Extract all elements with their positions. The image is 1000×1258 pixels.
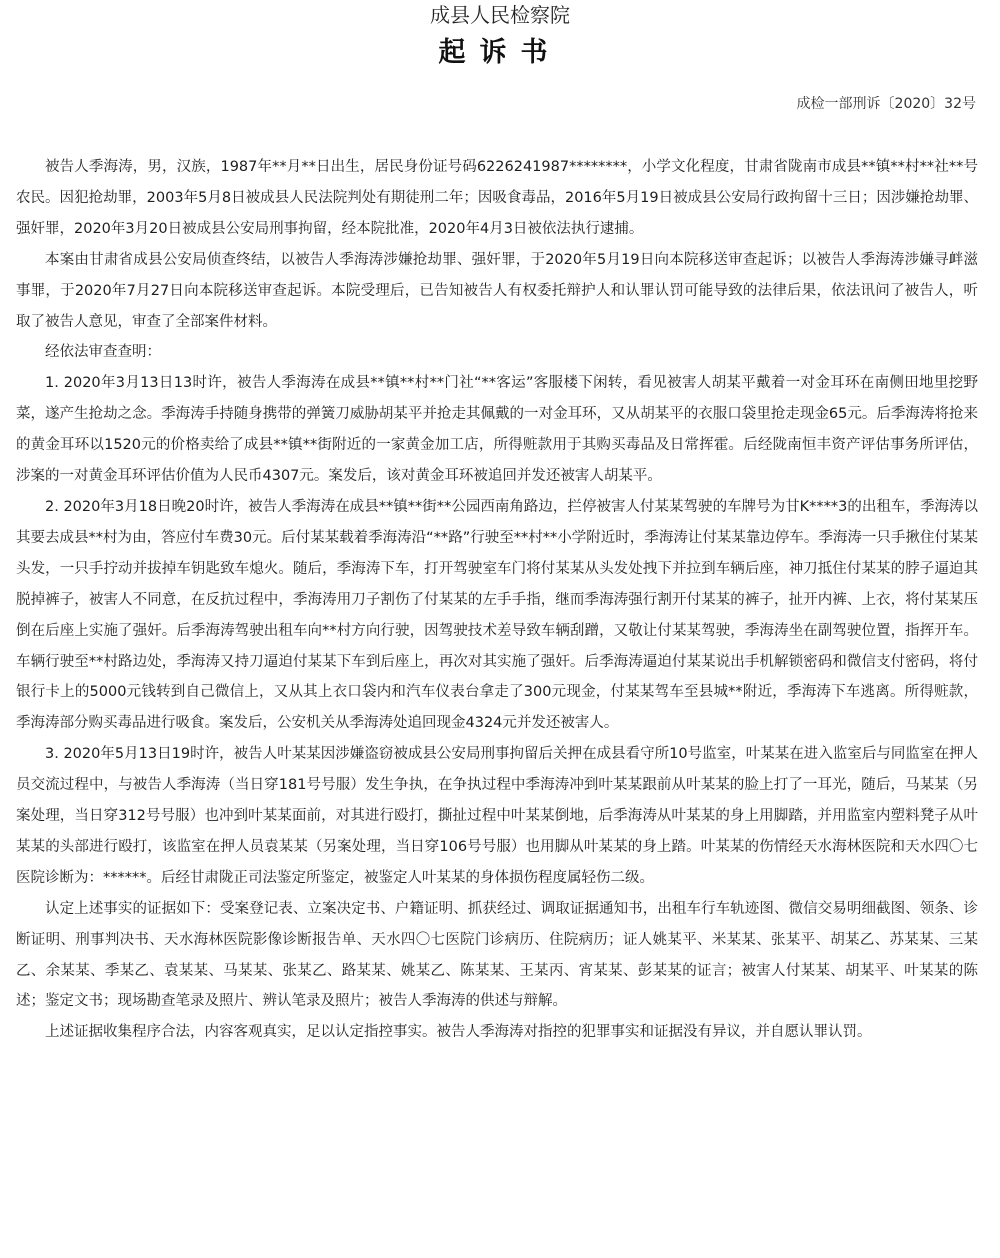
paragraph-conclusion: 上述证据收集程序合法，内容客观真实，足以认定指控事实。被告人季海涛对指控的犯罪事实和证据没有异议，并自愿认罪认罚。: [45, 1024, 872, 1041]
paragraph-fact-3: 3. 2020年5月13日19时许，被告人叶某某因涉嫌盗窃被成县公安局刑事拘留后关押在成县看守所10号监室，叶某某在进入监室后与同监室在押人员交流过程中，与被告人季海涛（当日穿181号号服）发生争执，在争执过程中季海涛冲到叶某某跟前从叶某某的脸上打了一耳光，随后，马某某（另案处理，当日穿312号号服）也冲到叶某某面前，对其进行殴打，撕扯过程中叶某某倒地，后季海涛从叶某某的身上用脚踏，并用监室内塑料凳子从叶某某的头部进行殴打，该监室在押人员袁某某（另案处理，当日穿106号号服）也用脚从叶某某的身上踏。叶某某的伤情经天水海林医院和天水四〇七医院诊断为：******。后经甘肃陇正司法鉴定所鉴定，被鉴定人叶某某的身体损伤程度属轻伤二级。: [16, 746, 978, 886]
document-title: 起诉书: [438, 37, 562, 68]
document-body: [16, 152, 978, 1048]
document-number: 成检一部刑诉〔2020〕32号: [796, 96, 976, 112]
paragraph-case-procedure: 本案由甘肃省成县公安局侦查终结，以被告人季海涛涉嫌抢劫罪、强奸罪，于2020年5月19日向本院移送审查起诉；以被告人季海涛涉嫌寻衅滋事罪，于2020年7月27日向本院移送审查起诉。本院受理后，已告知被告人有权委托辩护人和认罪认罚可能导致的法律后果，依法讯问了被告人，听取了被告人意见，审查了全部案件材料。: [16, 251, 978, 330]
paragraph-findings-heading: 经依法审查查明：: [45, 344, 161, 361]
paragraph-fact-1: 1. 2020年3月13日13时许，被告人季海涛在成县**镇**村**门社“**客运”客服楼下闲转，看见被害人胡某平戴着一对金耳环在南侧田地里挖野菜，遂产生抢劫之念。季海涛手持随身携带的弹簧刀威胁胡某平并抢走其佩戴的一对金耳环，又从胡某平的衣服口袋里抢走现金65元。后季海涛将抢来的黄金耳环以1520元的价格卖给了成县**镇**街附近的一家黄金加工店，所得赃款用于其购买毒品及日常挥霍。后经陇南恒丰资产评估事务所评估，涉案的一对黄金耳环评估价值为人民币4307元。案发后，该对黄金耳环被追回并发还被害人胡某平。: [16, 375, 978, 485]
paragraph-fact-2: 2. 2020年3月18日晚20时许，被告人季海涛在成县**镇**街**公园西南角路边，拦停被害人付某某驾驶的车牌号为甘K****3的出租车，季海涛以其要去成县**村为由，答应付车费30元。后付某某载着季海涛沿“**路”行驶至**村**小学附近时，季海涛让付某某靠边停车。季海涛一只手揪住付某某头发，一只手拧动并拔掉车钥匙致车熄火。随后，季海涛下车，打开驾驶室车门将付某某从头发处拽下并拉到车辆后座，神刀抵住付某某的脖子逼迫其脱掉裤子，被害人不同意，在反抗过程中，季海涛用刀子割伤了付某某的左手手指，继而季海涛强行割开付某某的裤子，扯开内裤、上衣，将付某某压倒在后座上实施了强奸。后季海涛驾驶出租车向**村方向行驶，因驾驶技术差导致车辆刮蹭，又敬让付某某驾驶，季海涛坐在副驾驶位置，指挥开车。车辆行驶至**村路边处，季海涛又持刀逼迫付某某下车到后座上，再次对其实施了强奸。后季海涛逼迫付某某说出手机解锁密码和微信支付密码，将付银行卡上的5000元钱转到自己微信上，又从其上衣口袋内和汽车仪表台拿走了300元现金，付某某驾车至县城**附近，季海涛下车逃离。所得赃款，季海涛部分购买毒品进行吸食。案发后，公安机关从季海涛处追回现金4324元并发还被害人。: [16, 498, 978, 732]
paragraph-evidence: 认定上述事实的证据如下：受案登记表、立案决定书、户籍证明、抓获经过、调取证据通知书，出租车行车轨迹图、微信交易明细截图、领条、诊断证明、刑事判决书、天水海林医院影像诊断报告单、天水四〇七医院门诊病历、住院病历；证人姚某平、米某某、张某平、胡某乙、苏某某、三某乙、余某某、季某乙、袁某某、马某某、张某乙、路某某、姚某乙、陈某某、王某丙、宵某某、彭某某的证言；被害人付某某、胡某平、叶某某的陈述；鉴定文书；现场勘查笔录及照片、辨认笔录及照片；被告人季海涛的供述与辩解。: [16, 900, 978, 1010]
procuratorate-name: 成县人民检察院: [430, 3, 570, 27]
paragraph-defendant-info: 被告人季海涛，男，汉族，1987年**月**日出生，居民身份证号码6226241987********，小学文化程度，甘肃省陇南市成县**镇**村**社**号农民。因犯抢劫罪，2003年5月8日被成县人民法院判处有期徒刑二年；因吸食毒品，2016年5月19日被成县公安局行政拘留十三日；因涉嫌抢劫罪、强奸罪，2020年3月20日被成县公安局刑事拘留，经本院批准，2020年4月3日被依法执行逮捕。: [16, 159, 978, 237]
